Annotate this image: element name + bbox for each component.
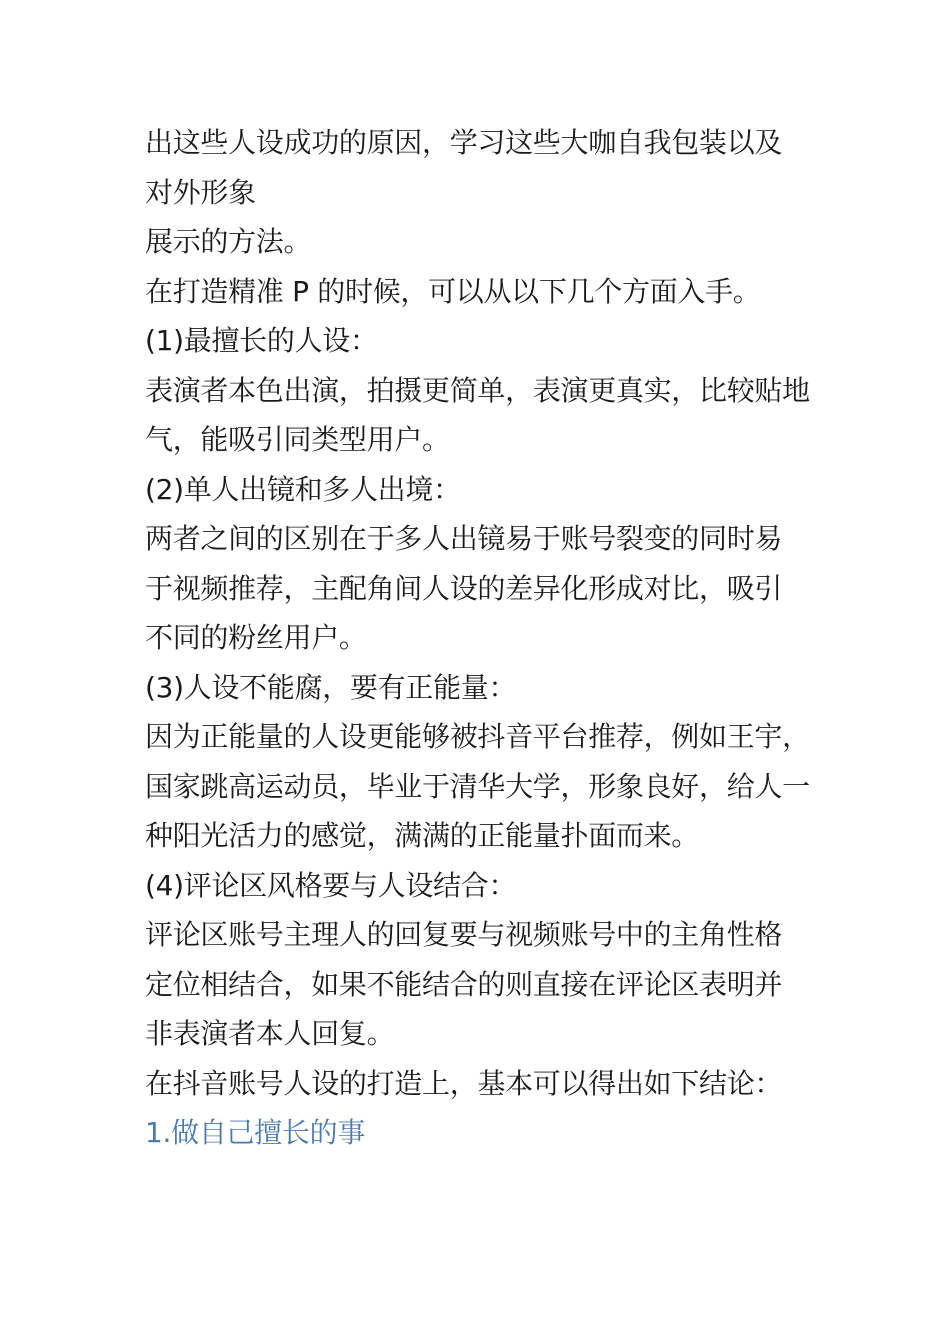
text-line: 非表演者本人回复。 [145,1017,395,1050]
text-line: 不同的粉丝用户。 [145,621,367,654]
text-line: 因为正能量的人设更能够被抖音平台推荐，例如王宇， [145,720,810,753]
text-line: 对外形象 [145,175,256,209]
text-line: 展示的方法。 [145,225,312,258]
document-body [145,118,810,1158]
text-line: 在抖音账号人设的打造上，基本可以得出如下结论： [145,1066,783,1100]
subheading-line: (3)人设不能腐，要有正能量： [145,670,517,704]
text-line: 于视频推荐，主配角间人设的差异化形成对比，吸引 [145,571,783,605]
subheading-line: (4)评论区风格要与人设结合： [145,868,517,902]
text-line: 表演者本色出演，拍摄更简单，表演更真实，比较贴地 [145,373,810,407]
text-line: 定位相结合，如果不能结合的则直接在评论区表明并 [145,967,783,1001]
subheading-line: (2)单人出镜和多人出境： [145,472,461,506]
text-line: 两者之间的区别在于多人出镜易于账号裂变的同时易 [145,522,783,555]
subheading-line: (1)最擅长的人设： [145,324,378,357]
text-line: 在打造精准 P 的时候，可以从以下几个方面入手。 [145,274,761,308]
text-line: 出这些人设成功的原因，学习这些大咖自我包装以及 [145,126,783,159]
text-line: 种阳光活力的感觉，满满的正能量扑面而来。 [145,819,700,852]
text-line: 气，能吸引同类型用户。 [145,423,450,456]
section-heading-link[interactable]: 1.做自己擅长的事 [145,1116,366,1149]
text-line: 国家跳高运动员，毕业于清华大学，形象良好，给人一 [145,769,810,803]
text-line: 评论区账号主理人的回复要与视频账号中的主角性格 [145,918,783,951]
